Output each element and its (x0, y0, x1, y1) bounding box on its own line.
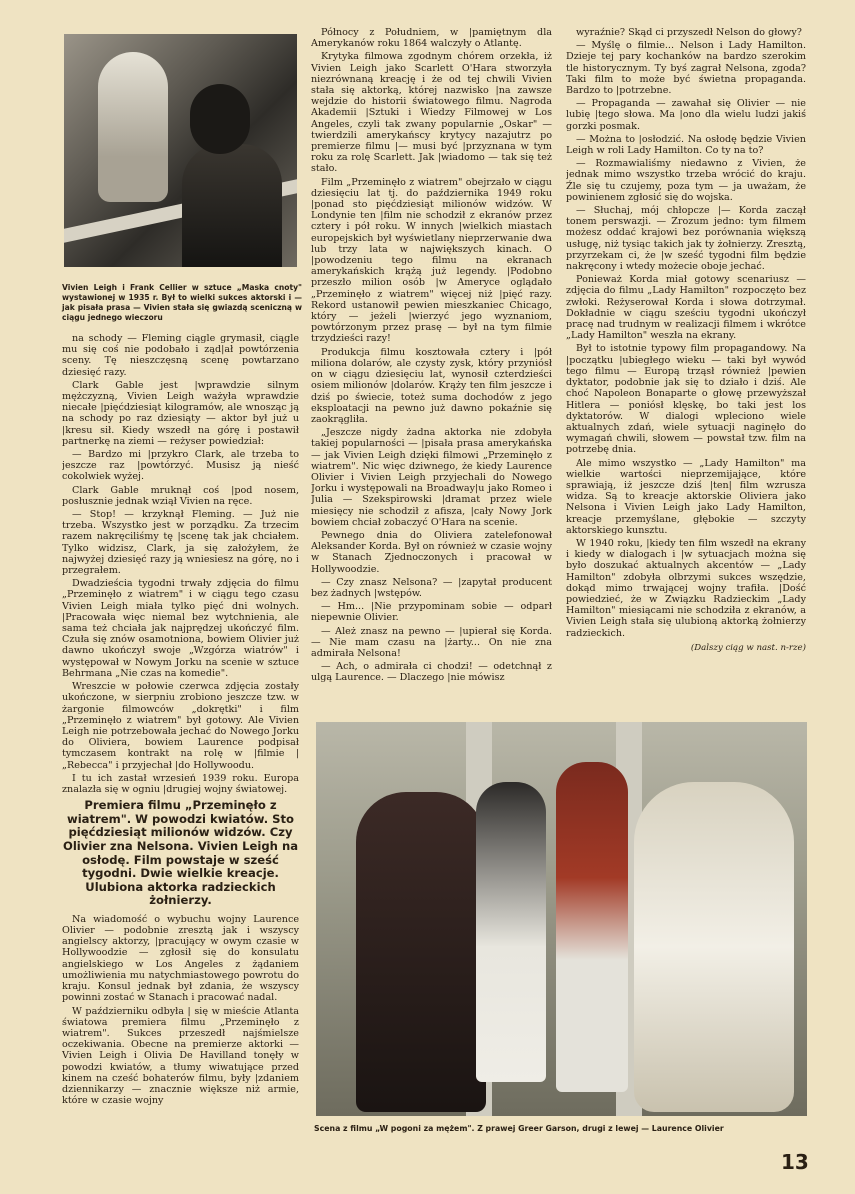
photo-figure-woman-dark-gown (356, 792, 486, 1112)
photo-figure-man-white (476, 782, 546, 1082)
paragraph: I tu ich zastał wrzesień 1939 roku. Europa znalazła się w ogniu |drugiej wojny światowej. (62, 772, 299, 795)
paragraph: na schody — Fleming ciągle grymasił, ciągle mu się coś nie podobało i ząd|ał powtórzenia sceny. Tę nieszczęsną scenę powtarzano dziesięć razy. (62, 333, 299, 378)
paragraph: Clark Gable jest |wprawdzie silnym mężczyzną, Vivien Leigh ważyła wprawdzie niecałe |pięćdziesiąt kilogramów, ale wnosząc ją na schody po raz dziesiąty — aktor był już u |kresu sił. Kiedy wszedł na górę i postawił partnerkę na ziemi — reżyser powiedział: (62, 379, 299, 447)
photo2-caption: Scena z filmu „W pogoni za mężem". Z prawej Greer Garson, drugi z lewej — Laurence Olivier (314, 1124, 724, 1133)
paragraph: — Rozmawialiśmy niedawno z Vivien, że jednak mimo wszystko trzeba wrócić do kraju. Źle się tu czujemy, poza tym — ja uważam, że powinienem zgłosić się do wojska. (566, 158, 806, 203)
paragraph: Clark Gable mruknął coś |pod nosem, posłusznie jednak wziął Vivien na ręce. (62, 484, 299, 507)
photo-figure-woman-white-gown (634, 782, 794, 1112)
paragraph: „Jeszcze nigdy żadna aktorka nie zdobyła takiej popularności — |pisała prasa amerykańska — jak Vivien Leigh dzięki filmowi „Przeminęło z wiatrem". Nic więc dziwnego, że kiedy Laurence Olivier i Vivien Leigh przyjechali do Nowego Jorku i występowali na Broadway|u jako Romeo i Julia — Szekspirowski |dramat przez wiele miesięcy nie schodził z afisza, |cały Nowy Jork bowiem chciał zobaczyć O'Hara na scenie. (311, 427, 552, 528)
paragraph: wyraźnie? Skąd ci przyszedł Nelson do głowy? (576, 27, 802, 38)
paragraph: W 1940 roku, |kiedy ten film wszedł na ekrany i kiedy w dialogach i |w sytuacjach można się było doszukać aktualnych akcentów — „Lady Hamilton" zdobyła olbrzymi sukces wszędzie, dokąd mimo trwającej wojny trafiła. |Dość powiedzieć, że w Związku Radzieckim „Lady Hamilton" miesiącami nie schodziła z ekranów, a Vivien Leigh stała się ulubioną aktorką żołnierzy radzieckich. (566, 537, 806, 639)
photo-vivien-leigh-frank-cellier (64, 34, 297, 267)
photo-figure-woman-head (190, 84, 250, 154)
photo-ballroom-scene (316, 722, 807, 1116)
photo-figure-man (98, 52, 168, 202)
paragraph: — Myślę o filmie... Nelson i Lady Hamilton. Dzieje tej pary kochanków na bardzo szerokim tle historycznym. Ty byś zagrał Nelsona, zgoda? Taki film to może być świetna propaganda. Bardzo to |potrzebne. (566, 40, 806, 97)
paragraph: — Propaganda — zawahał się Olivier — nie lubię |tego słowa. Ma |ono dla wielu ludzi jakiś gorzki posmak. (566, 98, 806, 132)
paragraph: — Ach, o admirała ci chodzi! — odetchnął z ulgą Laurence. — Dlaczego |nie mówisz (311, 661, 552, 684)
photo-figure-woman-body (182, 144, 282, 267)
paragraph: Był to istotnie typowy film propagandowy. Na |początku |ubiegłego wieku — taki był wywód tego filmu — Europą trząsł również |pewien dyktator, podobnie jak się to działo i dziś. Ale choć Napoleon Bonaparte o głowę przewyższał Hitlera — poniósł klęskę, bo taki jest los dyktatorów. W dialogi wpleciono wiele aktualnych zdań, wiele sytuacji naginęło do wymagań chwili, słowem — powstał tzw. film na potrzebę dnia. (566, 343, 806, 456)
page-number: 13 (781, 1150, 809, 1174)
paragraph: Dwadzieścia tygodni trwały zdjęcia do filmu „Przeminęło z wiatrem" i w ciągu tego czasu Vivien Leigh miała tylko pięć dni wolnych. |Pracowała więc niemal bez wytchnienia, ale sama też chciała jak najprędzej ukończyć film. Czuła się znów osamotniona, bowiem Olivier już dawno ukończył swoje „Wzgórza wiatrów" i występował w Nowym Jorku na scenie w sztuce Behrmana „Nie czas na komedie". (62, 578, 299, 679)
paragraph: Pewnego dnia do Oliviera zatelefonował Aleksander Korda. Był on również w czasie wojny w Stanach Zjednoczonych i pracował w Hollywoodzie. (311, 529, 552, 575)
column-3 (566, 27, 806, 714)
paragraph: Krytyka filmowa zgodnym chórem orzekła, iż Vivien Leigh jako Scarlett O'Hara stworzyła niezrównaną kreację i że od tej chwili Vivien stała się aktorką, której nazwisko |na zawsze wejdzie do historii światowego filmu. Nagroda Akademii |Sztuki i Wiedzy Filmowej w Los Angeles, czyli tak zwany popularnie „Oskar" — twierdzili amerykańscy krytycy nazajutrz po premierze filmu |— musi być |przyznana w tym roku za rolę Scarlett. Jak |wiadomo — tak się też stało. (311, 51, 552, 175)
paragraph: Ale mimo wszystko — „Lady Hamilton" ma wielkie wartości nieprzemijające, które sprawiają, iż jeszcze dziś |ten| film wzrusza widza. Są to kreacje aktorskie Oliviera jako Nelsona i Vivien Leigh jako Lady Hamilton, kreacje przemyślane, głębokie — szczyty aktorskiego kunsztu. (566, 457, 806, 536)
paragraph: — Można to |osłodzić. Na osłodę będzie Vivien Leigh w roli Lady Hamilton. Co ty na to? (566, 133, 806, 157)
section-heading: Premiera filmu „Przeminęło z wiatrem". W powodzi kwiatów. Sto pięćdziesiąt milionów widzów. Czy Olivier zna Nelsona. Vivien Leigh na osłodę. Film powstaje w sześć tygodni. Dwie wielkie kreacje. Ulubiona aktorka radzieckich żołnierzy. (62, 798, 299, 908)
paragraph: Północy z Południem, w |pamiętnym dla Amerykanów roku 1864 walczyły o Atlantę. (311, 27, 552, 50)
paragraph: — Ależ znasz na pewno — |upierał się Korda. — Nie mam czasu na |żarty... On nie zna admirała Nelsona! (311, 625, 552, 659)
paragraph: — Hm... |Nie przypominam sobie — odparł niepewnie Olivier. (311, 601, 552, 624)
paragraph: — Czy znasz Nelsona? — |zapytał producent bez żadnych |wstępów. (311, 576, 552, 599)
paragraph: — Słuchaj, mój chłopcze |— Korda zaczął tonem perswazji. — Zrozum jedno: tym filmem możesz oddać krajowi bez porównania większą usługę, niż tysiąc takich jak ty żołnierzy. Zresztą, przyrzekam ci, że |w sześć tygodni film będzie nakręcony i wtedy możecie oboje jechać. (566, 205, 806, 273)
paragraph: Film „Przeminęło z wiatrem" obejrzało w ciągu dziesięciu lat tj. do października 1949 roku |ponad sto pięćdziesiąt milionów widzów. W Londynie ten |film nie schodził z ekranów przez cztery i pół roku. W innych |wielkich miastach europejskich był wyświetlany nieprzerwanie dwa lub trzy lata w największych kinach. O |powodzeniu tego filmu na ekranach amerykańskich krążą już legendy. |Podobno przeszło milion osób |w Ameryce oglądało „Przeminęło z wiatrem" więcej niż |pięć razy. Rekord ustanowił pewien mieszkaniec Chicago, który — jeżeli |wierzyć jego wyznaniom, powtórzonym przez prasę — był na tym filmie trzydzieści razy! (311, 176, 552, 345)
continuation-note: (Dalszy ciąg w nast. n-rze) (690, 642, 806, 653)
paragraph: Na wiadomość o wybuchu wojny Laurence Olivier — podobnie zresztą jak i wszyscy angielscy aktorzy, |pracujący w owym czasie w Hollywoodzie — zgłosił się do konsulatu angielskiego w Los Angeles z żądaniem umożliwienia mu natychmiastowego powrotu do kraju. Konsul jednak był zdania, że wszyscy powinni zostać w Stanach i pracować nadal. (62, 913, 299, 1004)
paragraph: Wreszcie w połowie czerwca zdjęcia zostały ukończone, w sierpniu zrobiono jeszcze tzw. w żargonie filmowców „dokrętki" i film „Przeminęło z wiatrem" był gotowy. Ale Vivien Leigh nie potrzebowała jechać do Nowego Jorku do Oliviera, bowiem Laurence podpisał tymczasem kontrakt na rolę w |filmie |„Rebecca" i przyjechał |do Hollywoodu. (62, 681, 299, 771)
paragraph: W październiku odbyła | się w mieście Atlanta światowa premiera filmu „Przeminęło z wiatrem". Sukces przeszedł najśmielsze oczekiwania. Obecne na premierze aktorki — Vivien Leigh i Olivia De Havilland tonęły w powodzi kwiatów, a tłumy wiwatujące przed kinem na cześć bohaterów filmu, były |zdaniem dziennikarzy — znacznie większe niż armie, które w czasie wojny (62, 1005, 299, 1107)
column-1 (62, 333, 299, 1145)
paragraph: — Bardzo mi |przykro Clark, ale trzeba to jeszcze raz |powtórzyć. Musisz ją nieść cokolwiek wyżej. (62, 449, 299, 483)
paragraph: Produkcja filmu kosztowała cztery i |pół miliona dolarów, ale czysty zysk, który przyniósł on w ciągu dziesięciu lat, wynosił czterdzieści osiem milionów |dolarów. Krąży ten film jeszcze i dziś po świecie, toteż suma dochodów z jego eksploatacji na pewno już dawno pokaźnie się zaokrągliła. (311, 346, 552, 425)
paragraph: — Stop! — krzyknął Fleming. — Już nie trzeba. Wszystko jest w porządku. Za trzecim razem nakręciliśmy tę |scenę tak jak chciałem. Tylko widzisz, Clark, ja się założyłem, że najwyżej dziesięć razy ją wniesiesz na górę, no i przegrałem. (62, 509, 299, 577)
photo1-caption: Vivien Leigh i Frank Cellier w sztuce „Maska cnoty" wystawionej w 1935 r. Był to wielki sukces aktorski i — jak pisała prasa — Vivien stała się gwiazdą sceniczną w ciągu jednego wieczoru (62, 283, 302, 322)
paragraph: Ponieważ Korda miał gotowy scenariusz — zdjęcia do filmu „Lady Hamilton" rozpoczęto bez zwłoki. Reżyserował Korda i słowa dotrzymał. Dokładnie w ciągu sześciu tygodni ukończył pracę nad trudnym w realizacji filmem i wkrótce „Lady Hamilton" weszła na ekrany. (566, 274, 806, 342)
column-2 (311, 27, 552, 714)
photo-figure-officer-red (556, 762, 628, 1092)
